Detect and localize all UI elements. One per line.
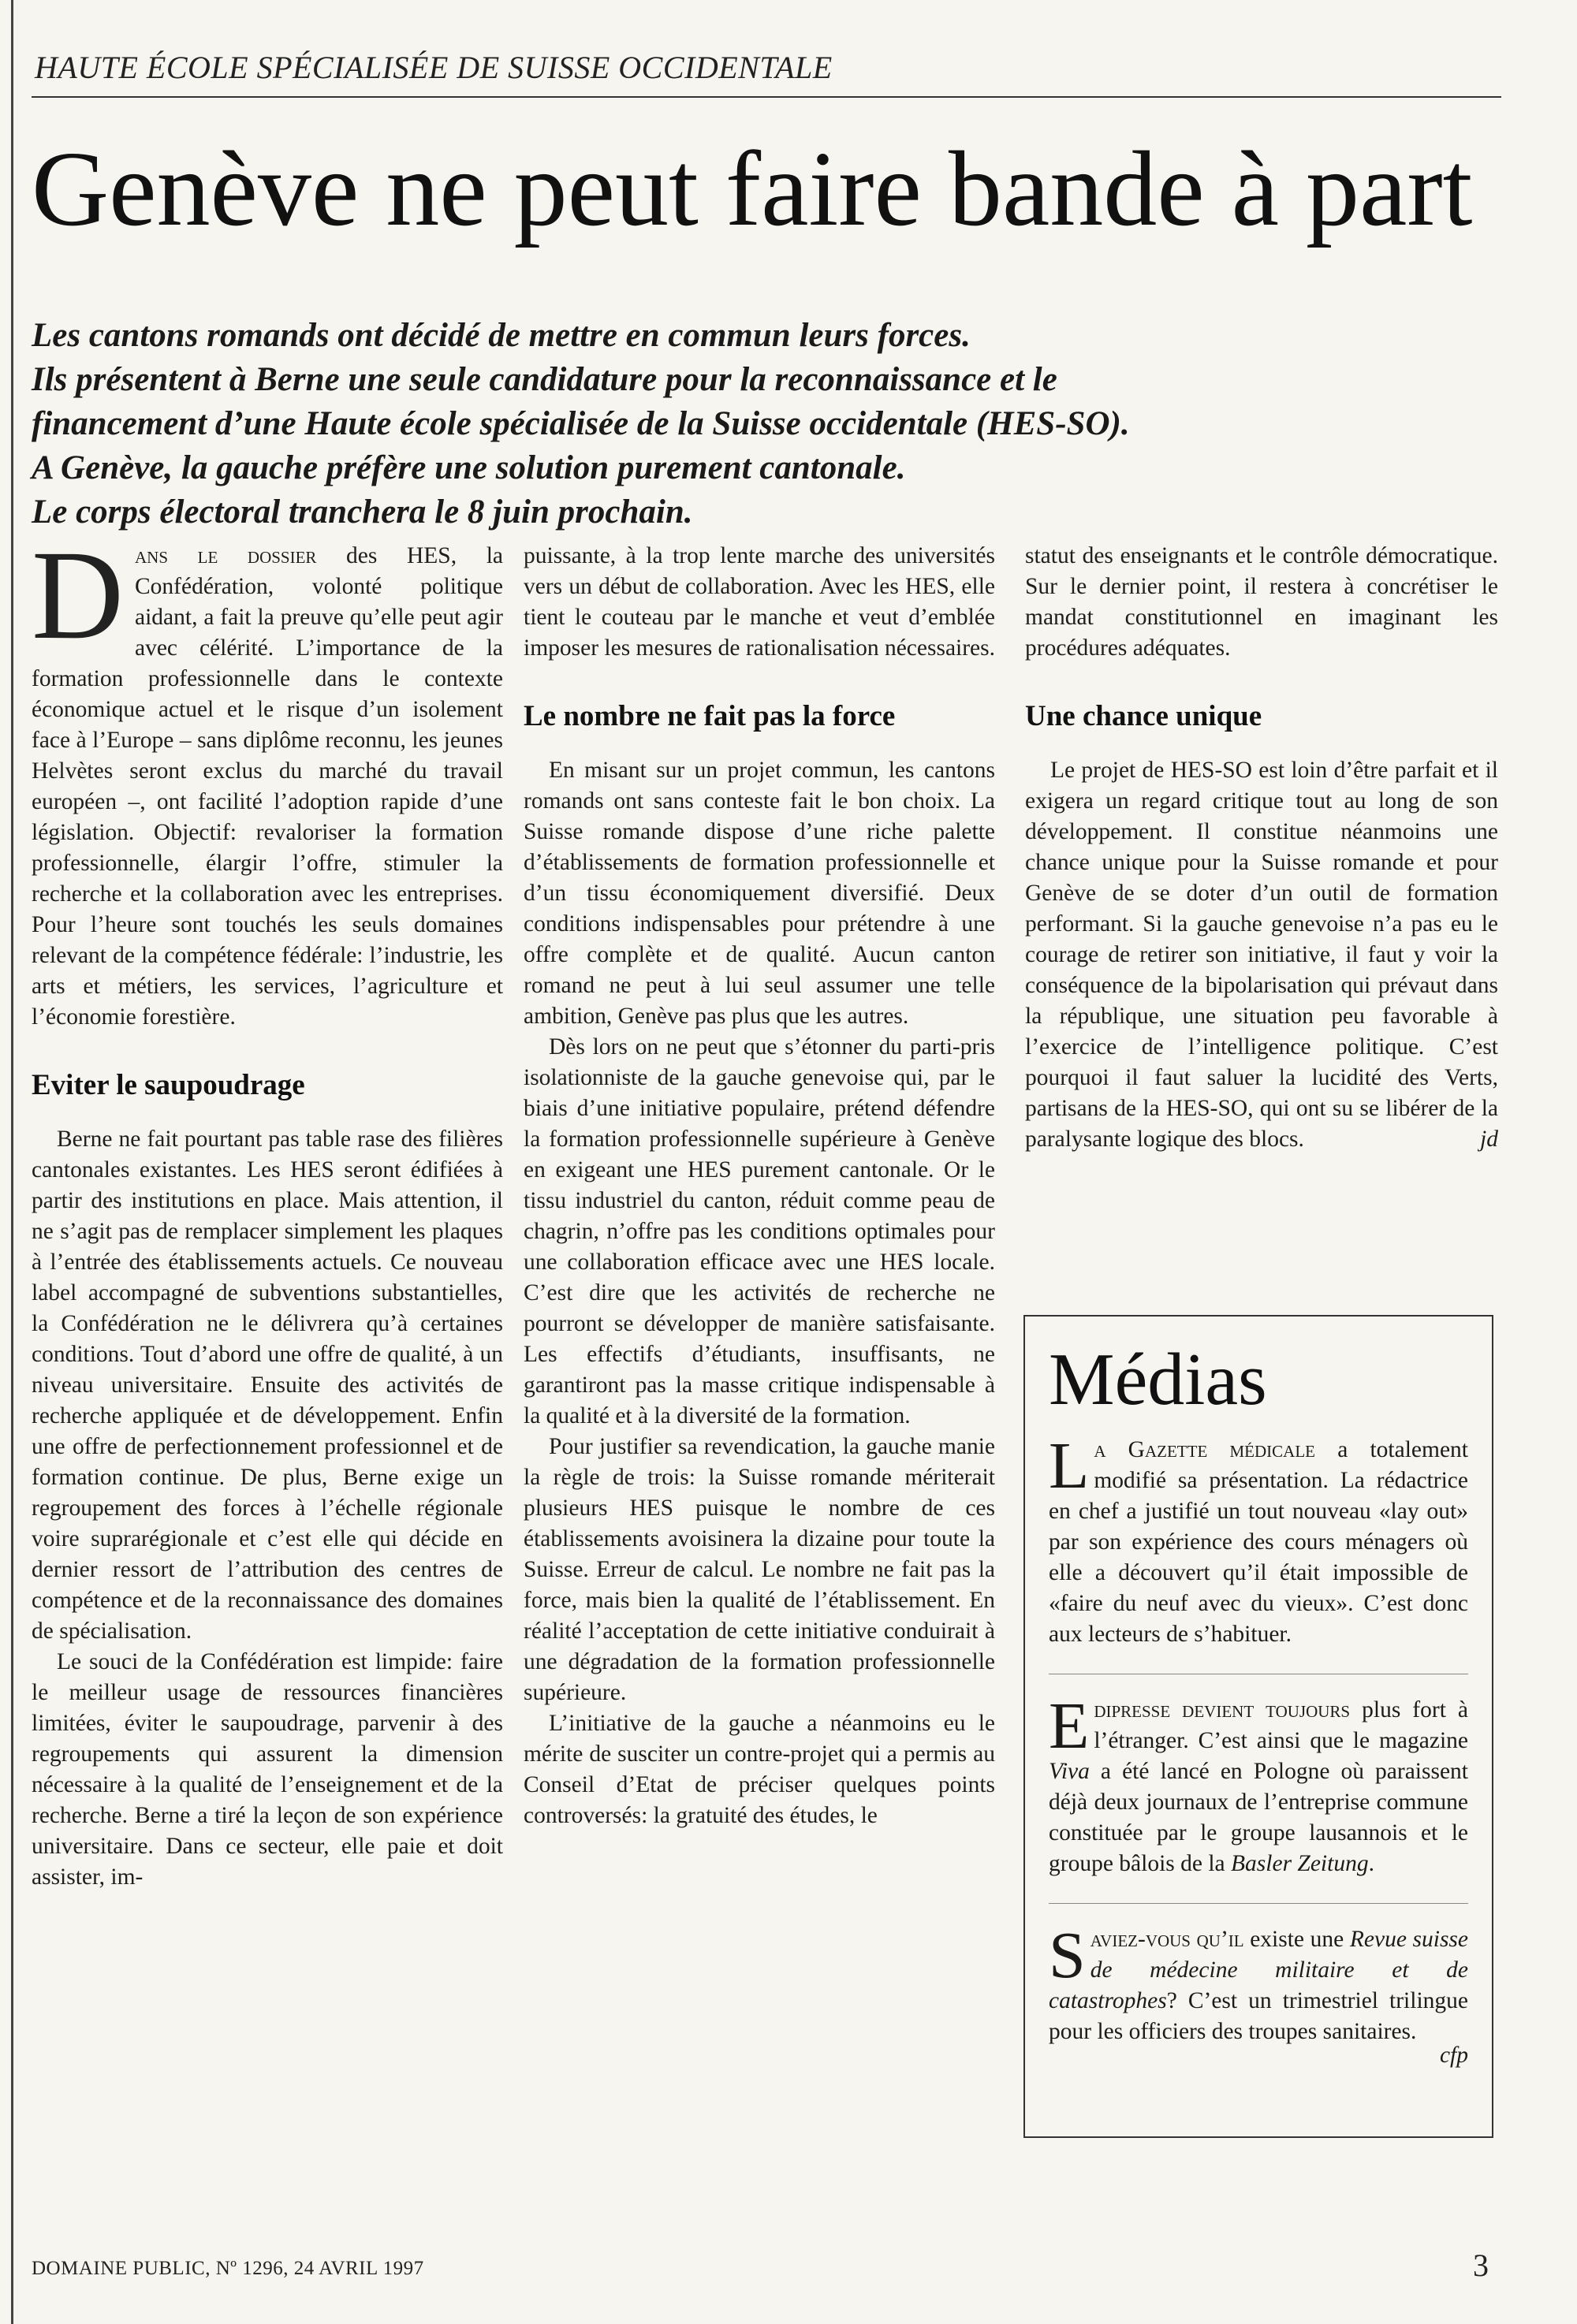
medias-item-text: a été lancé en Pologne où paraissent déjà deux journaux de l’entreprise commune constituée par le groupe lausannois et le groupe bâlois de la — [1049, 1759, 1468, 1876]
small-caps-opening: dipresse devient toujours — [1094, 1697, 1351, 1723]
paragraph: Dès lors on ne peut que s’étonner du parti-pris isolationniste de la gauche genevoise qui, par le biais d’une initiative populaire, prétend défendre la formation professionnelle supérieure à Genève en exigeant une HES purement cantonale. Or le tissu industriel du canton, réduit comme peau de chagrin, n’offre pas les conditions optimales pour une collaboration efficace avec une HES locale. C’est dire que les activités de recherche ne pourront se développer de manière satisfaisante. Les effectifs d’étudiants, insuffisants, ne garantiront pas la masse critique indispensable à la qualité et à la diversité de la formation. — [524, 1034, 995, 1428]
article-headline: Genève ne peut faire bande à part — [32, 130, 1473, 248]
subheading: Une chance unique — [1025, 700, 1262, 732]
drop-cap: S — [1049, 1919, 1086, 1992]
lead-line: Le corps électoral tranchera le 8 juin prochain. — [32, 493, 693, 531]
subheading: Le nombre ne fait pas la force — [524, 700, 896, 732]
medias-item-text: plus fort à l’étranger. C’est ainsi que le magazine — [1094, 1697, 1468, 1753]
box-signature: cfp — [1439, 2043, 1468, 2068]
paragraph: Pour justifier sa revendication, la gauche manie la règle de trois: la Suisse romande mériterait plusieurs HES puisque le nombre de ces établissements avoisinera la dizaine pour toute la Suisse. Erreur de calcul. Le nombre ne fait pas la force, mais bien la qualité de l’établissement. En réalité l’acceptation de cette initiative conduirait à une dégradation de la formation professionnelle supérieure. — [524, 1434, 995, 1705]
lead-line: A Genève, la gauche préfère une solution purement cantonale. — [32, 449, 906, 486]
medias-item — [1049, 1919, 1469, 2047]
medias-item-text: existe une — [1243, 1927, 1350, 1952]
article-lead — [32, 314, 1498, 534]
drop-cap: L — [1049, 1429, 1090, 1503]
medias-item-text: ? C’est un trimestriel trilingue pour les officiers des troupes sanitaires. — [1049, 1988, 1468, 2044]
paragraph: Le projet de HES-SO est loin d’être parfait et il exigera un regard critique tout au long de son développement. Il constitue néanmoins une chance unique pour la Suisse romande et pour Genève de se doter d’un outil de formation performant. Si la gauche genevoise n’a pas eu le courage de retirer son initiative, il faut y voir la conséquence de la bipolarisation qui prévaut dans la république, une situation peu favorable à l’exercice de l’intelligence politique. C’est pourquoi il faut saluer la lucidité des Verts, partisans de la HES-SO, qui ont su se libérer de la paralysante logique des blocs. — [1025, 758, 1498, 1152]
page-edge-rule — [11, 0, 13, 2324]
paragraph: En misant sur un projet commun, les cantons romands ont sans conteste fait le bon choix. La Suisse romande dispose d’une riche palette d’établissements de formation professionnelle et d’un tissu économiquement diversifié. Deux conditions indispensables pour prétendre à une offre complète et de qualité. Aucun canton romand ne peut à lui seul assumer une telle ambition, Genève pas plus que les autres. — [524, 758, 995, 1029]
paragraph: puissante, à la trop lente marche des universités vers un début de collaboration. Avec les HES, elle tient le couteau par le manche et veut d’emblée imposer les mesures de rationalisation nécessaires. — [524, 543, 996, 661]
drop-cap: D — [32, 525, 124, 666]
small-caps-opening: a Gazette médicale — [1094, 1437, 1315, 1462]
paragraph: Le souci de la Confédération est limpide: faire le meilleur usage de ressources financières limitées, éviter le saupoudrage, parvenir à des regroupements qui assurent la dimension nécessaire à la qualité de l’enseignement et de la recherche. Berne a tiré la leçon de son expérience universitaire. Dans ce secteur, elle paie et doit assister, im- — [32, 1649, 503, 1890]
publication-name: Revue suisse de médecine militaire et de catastrophes — [1049, 1927, 1469, 2013]
subheading: Eviter le saupoudrage — [32, 1069, 305, 1101]
medias-item — [1049, 1429, 1468, 1650]
kicker-divider — [32, 96, 1501, 98]
article-column-3 — [1025, 541, 1498, 1155]
medias-item — [1049, 1689, 1468, 1879]
paragraph — [32, 525, 503, 1033]
issue-footer: DOMAINE PUBLIC, Nº 1296, 24 AVRIL 1997 — [32, 2258, 424, 2279]
lead-line: financement d’une Haute école spécialisée de la Suisse occidentale (HES-SO). — [32, 405, 1130, 442]
lead-line: Ils présentent à Berne une seule candidature pour la reconnaissance et le — [32, 361, 1057, 398]
medias-divider — [1049, 1903, 1468, 1904]
paragraph-text: des HES, la Confédération, volonté politique aidant, a fait la preuve qu’elle peut agir avec célérité. L’importance de la formation professionnelle dans le contexte économique actuel et le risque d’un isolement face à l’Europe – sans diplôme reconnu, les jeunes Helvètes seront exclus du marché du travail européen –, ont facilité l’adoption rapide d’une législation. Objectif: revaloriser la formation professionnelle, élargir l’offre, stimuler la recherche et la collaboration avec les entreprises. Pour l’heure sont touchés les seuls domaines relevant de la compétence fédérale: l’industrie, les arts et métiers, les services, l’agriculture et l’économie forestière. — [32, 543, 503, 1030]
medias-title: Médias — [1049, 1339, 1267, 1421]
small-caps-opening: aviez-vous qu’il — [1090, 1927, 1244, 1952]
author-signature: jd — [1480, 1127, 1498, 1152]
drop-cap: E — [1049, 1689, 1090, 1763]
section-kicker: HAUTE ÉCOLE SPÉCIALISÉE DE SUISSE OCCIDENTALE — [35, 50, 833, 85]
paragraph: Berne ne fait pourtant pas table rase des filières cantonales existantes. Les HES seront édifiées à partir des institutions en place. Mais attention, il ne s’agit pas de remplacer simplement les plaques à l’entrée des établissements actuels. Ce nouveau label accompagné de subventions substantielles, la Confédération ne le délivrera qu’à certaines conditions. Tout d’abord une offre de qualité, à un niveau universitaire. Ensuite des activités de recherche appliquée et de développement. Enfin une offre de perfectionnement professionnel et de formation continue. De plus, Berne exige un regroupement des forces à l’échelle régionale voire suprarégionale et c’est elle qui décide en dernier ressort de l’attribution des centres de compétence et de la reconnaissance des domaines de spécialisation. — [32, 1127, 503, 1644]
publication-name: Basler Zeitung — [1231, 1851, 1369, 1876]
paragraph: L’initiative de la gauche a néanmoins eu le mérite de susciter un contre-projet qui a permis au Conseil d’Etat de préciser quelques points controversés: la gratuité des études, le — [524, 1711, 995, 1828]
article-column-2 — [524, 541, 995, 1831]
paragraph: statut des enseignants et le contrôle démocratique. Sur le dernier point, il restera à concrétiser le mandat constitutionnel en imaginant les procédures adéquates. — [1025, 543, 1498, 661]
medias-item-text: a totalement modifié sa présentation. La rédactrice en chef a justifié un tout nouveau «lay out» par son expérience des cours ménagers où elle a découvert qu’il était impossible de «faire du neuf avec du vieux». C’est donc aux lecteurs de s’habituer. — [1049, 1437, 1468, 1647]
page-number: 3 — [1473, 2248, 1489, 2283]
article-column-1 — [32, 525, 503, 1893]
small-caps-opening: ans le dossier — [135, 543, 317, 568]
medias-box — [1023, 1315, 1493, 2138]
medias-item-text: . — [1368, 1851, 1374, 1876]
lead-line: Les cantons romands ont décidé de mettre en commun leurs forces. — [32, 317, 971, 354]
publication-name: Viva — [1049, 1759, 1090, 1784]
